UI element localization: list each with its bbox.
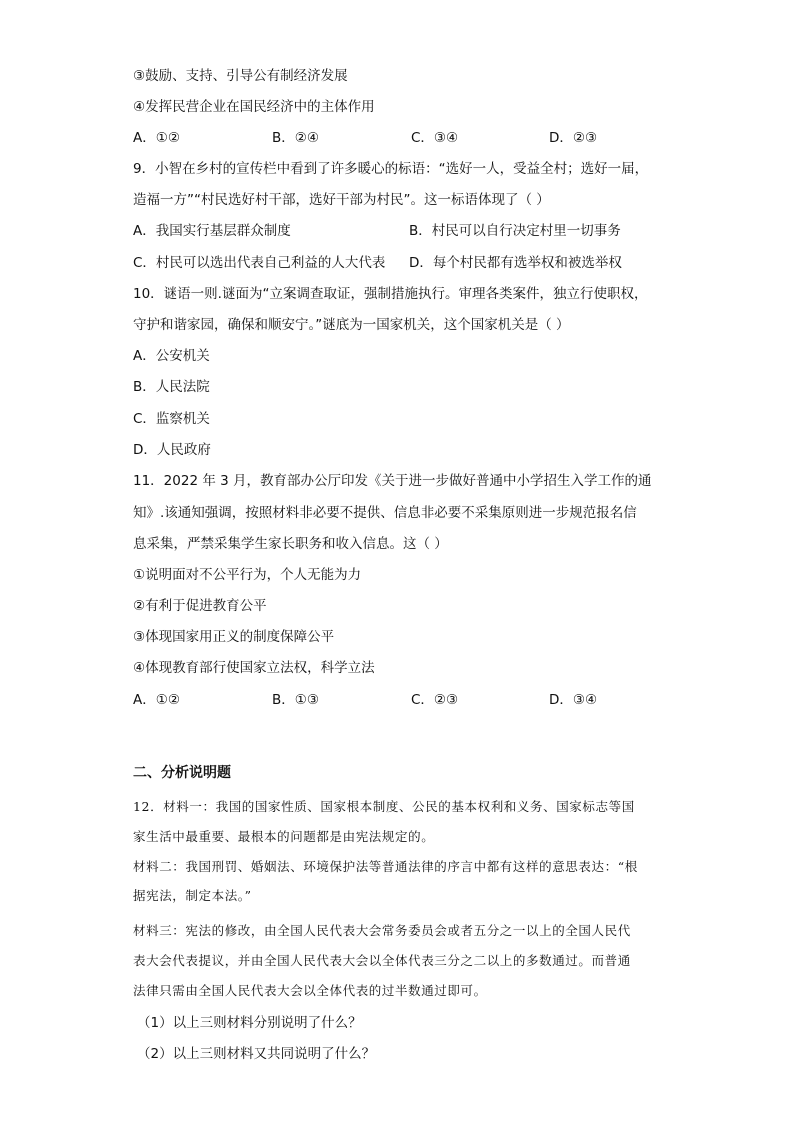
q8-option-d: D．②③ — [549, 130, 598, 146]
q11-item-1: ①说明面对不公平行为，个人无能为力 — [133, 567, 362, 583]
q8-item-3: ③鼓励、支持、引导公有制经济发展 — [133, 68, 348, 84]
q11-option-d: D．③④ — [549, 692, 598, 708]
q9-option-c: C．村民可以选出代表自己利益的人大代表 — [133, 255, 386, 271]
q10-option-a: A．公安机关 — [133, 348, 210, 364]
q9-option-b: B．村民可以自行决定村里一切事务 — [409, 223, 621, 239]
q10-option-c: C．监察机关 — [133, 411, 210, 427]
q8-option-a: A．①② — [133, 130, 180, 146]
q12-subquestion-2: （2）以上三则材料又共同说明了什么？ — [137, 1046, 376, 1062]
q9-option-a: A．我国实行基层群众制度 — [133, 223, 291, 239]
q9-options-row-2 — [133, 254, 673, 272]
q10-stem-line-2: 守护和谐家园，确保和顺安宁。”谜底为一国家机关，这个国家机关是（ ） — [133, 317, 570, 333]
q9-stem-line-1: 9．小智在乡村的宣传栏中看到了许多暖心的标语：“选好一人，受益全村；选好一届， — [133, 161, 649, 177]
q12-material-3-line-2: 表大会代表提议，并由全国人民代表大会以全体代表三分之二以上的多数通过。而普通 — [133, 953, 631, 968]
q12-material-1-line-1: 12．材料一：我国的国家性质、国家根本制度、公民的基本权利和义务、国家标志等国 — [133, 799, 635, 814]
q11-stem-line-1: 11．2022 年 3 月，教育部办公厅印发《关于进一步做好普通中小学招生入学工作的通 — [133, 473, 652, 489]
q11-option-c: C．②③ — [411, 692, 459, 708]
q8-option-c: C．③④ — [411, 130, 459, 146]
q11-options — [133, 691, 673, 709]
q10-option-b: B．人民法院 — [133, 379, 210, 395]
q10-option-d: D．人民政府 — [133, 442, 211, 458]
q12-material-3-line-3: 法律只需由全国人民代表大会以全体代表的过半数通过即可。 — [133, 983, 487, 998]
q11-stem-line-3: 息采集，严禁采集学生家长职务和收入信息。这（ ） — [133, 536, 448, 552]
q10-stem-line-1: 10．谜语一则.谜面为“立案调查取证，强制措施执行。审理各类案件，独立行使职权， — [133, 286, 648, 302]
q12-material-2-line-2: 据宪法，制定本法。” — [133, 888, 252, 903]
q9-options-row-1 — [133, 222, 673, 240]
q11-option-b: B．①③ — [272, 692, 319, 708]
q12-material-3-line-1: 材料三：宪法的修改，由全国人民代表大会常务委员会或者五分之一以上的全国人民代 — [133, 923, 631, 938]
q8-option-b: B．②④ — [272, 130, 319, 146]
q12-subquestion-1: （1）以上三则材料分别说明了什么？ — [137, 1015, 362, 1031]
q12-material-2-line-1: 材料二：我国刑罚、婚姻法、环境保护法等普通法律的序言中都有这样的意思表达：“根 — [133, 859, 638, 874]
q8-item-4: ④发挥民营企业在国民经济中的主体作用 — [133, 99, 375, 115]
q11-item-2: ②有利于促进教育公平 — [133, 598, 267, 614]
q11-stem-line-2: 知》.该通知强调，按照材料非必要不提供、信息非必要不采集原则进一步规范报名信 — [133, 505, 637, 521]
q11-item-4: ④体现教育部行使国家立法权，科学立法 — [133, 660, 375, 676]
q11-item-3: ③体现国家用正义的制度保障公平 — [133, 629, 335, 645]
q8-options — [133, 129, 673, 147]
q9-option-d: D．每个村民都有选举权和被选举权 — [409, 255, 622, 271]
q9-stem-line-2: 造福一方”“村民选好村干部，选好干部为村民”。这一标语体现了（ ） — [133, 192, 550, 208]
q12-material-1-line-2: 家生活中最重要、最根本的问题都是由宪法规定的。 — [133, 829, 435, 844]
section-heading: 二、分析说明题 — [133, 765, 231, 781]
q11-option-a: A．①② — [133, 692, 180, 708]
